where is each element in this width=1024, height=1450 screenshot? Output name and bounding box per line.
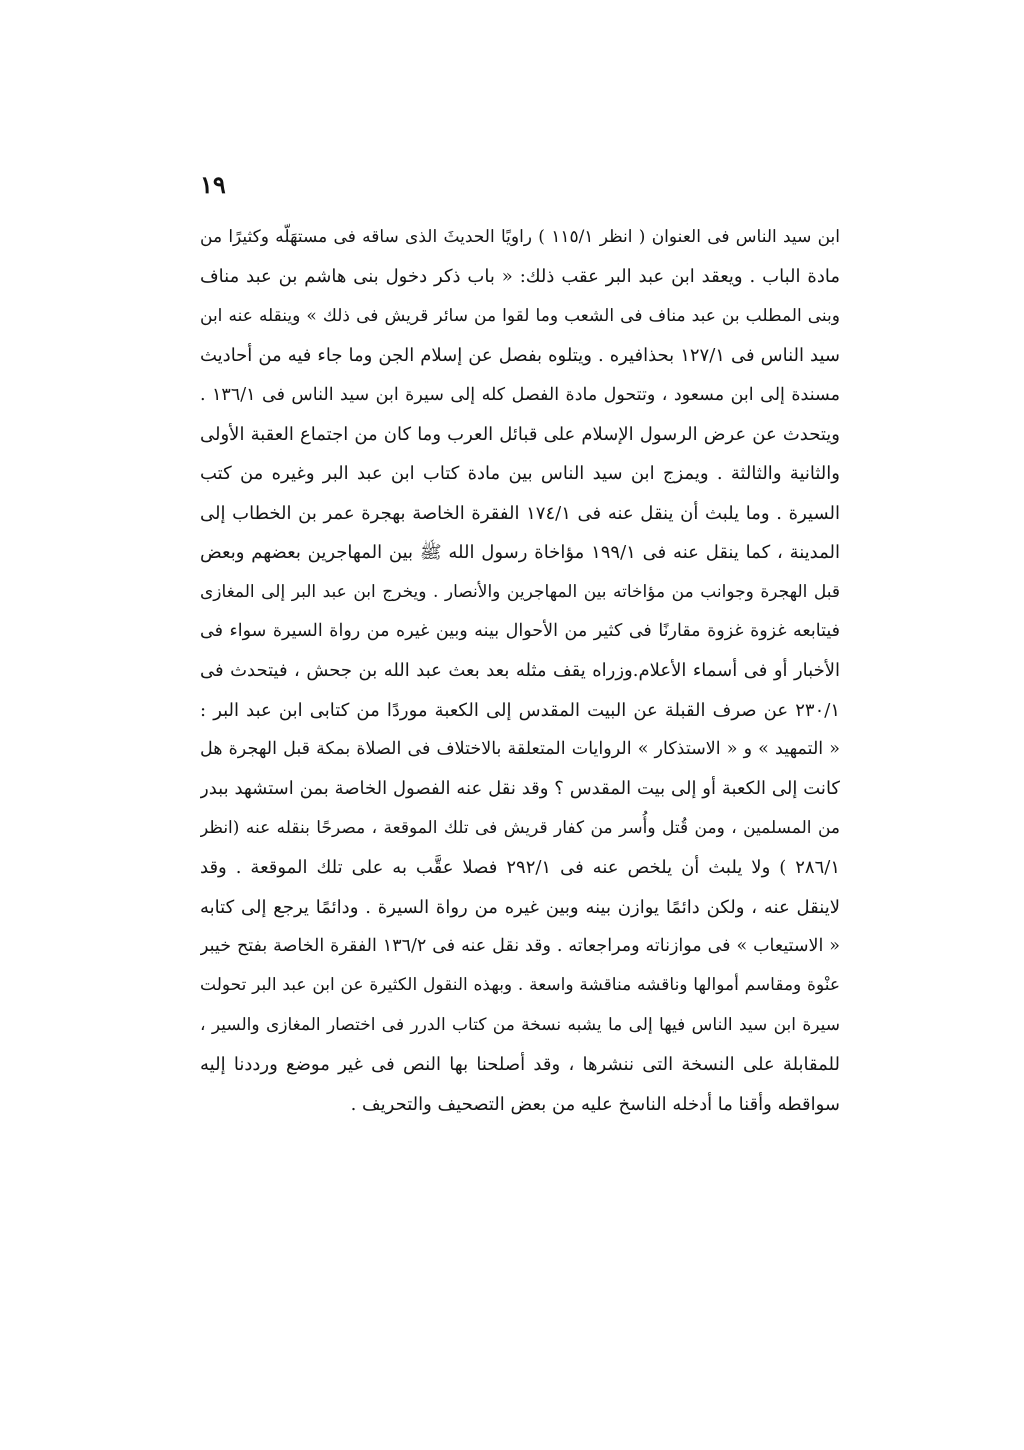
text-line: وبنى المطلب بن عبد مناف فى الشعب وما لقوا من سائر قريش فى ذلك » وينقله عنه ابن — [200, 305, 840, 326]
text-line: « الاستيعاب » فى موازناته ومراجعاته . وقد نقل عنه فى ١٣٦/٢ الفقرة الخاصة بفتح خيبر — [200, 936, 840, 957]
text-line: سواقطه وأقنا ما أدخله الناسخ عليه من بعض التصحيف والتحريف . — [350, 1093, 840, 1115]
text-line: عنْوة ومقاسم أموالها وناقشه مناقشة واسعة . وبهذه النقول الكثيرة عن ابن عبد البر تحولت — [200, 975, 840, 996]
text-line: ابن سيد الناس فى العنوان ( انظر ١١٥/١ ) راويًا الحديثَ الذى ساقه فى مستهَلّه وكثيرًا من — [200, 227, 840, 247]
text-line: الأخبار أو فى أسماء الأعلام.وزراه يقف مثله بعد بعث عبد الله بن جحش ، فيتحدث فى — [200, 660, 840, 682]
text-line: قبل الهجرة وجوانب من مؤاخاته بين المهاجرين والأنصار . ويخرج ابن عبد البر إلى المغازى — [200, 581, 840, 602]
text-line: مسندة إلى ابن مسعود ، وتتحول مادة الفصل كله إلى سيرة ابن سيد الناس فى ١٣٦/١ . — [200, 384, 840, 405]
text-line: فيتابعه غزوة غزوة مقارنًا فى كثير من الأحوال بينه وبين غيره من رواة السيرة سواء فى — [200, 620, 840, 641]
text-line: للمقابلة على النسخة التى ننشرها ، وقد أصلحنا بها النص فى غير موضع ورددنا إليه — [200, 1054, 840, 1076]
text-line: والثانية والثالثة . ويمزج ابن سيد الناس بين مادة كتاب ابن عبد البر وغيره من كتب — [200, 463, 840, 485]
text-line: ٢٨٦/١ ) ولا يلبث أن يلخص عنه فى ٢٩٢/١ فصلا عقَّب به على تلك الموقعة . وقد — [200, 857, 840, 879]
body-text — [200, 218, 840, 1124]
text-line: ويتحدث عن عرض الرسول الإسلام على قبائل العرب وما كان من اجتماع العقبة الأولى — [200, 423, 840, 445]
text-line: لاينقل عنه ، ولكن دائمًا يوازن بينه وبين غيره من رواة السيرة . ودائمًا يرجع إلى كتابه — [200, 896, 840, 918]
text-line: المدينة ، كما ينقل عنه فى ١٩٩/١ مؤاخاة رسول الله ﷺ بين المهاجرين بعضهم وبعض — [200, 542, 840, 564]
text-line: سيرة ابن سيد الناس فيها إلى ما يشبه نسخة من كتاب الدرر فى اختصار المغازى والسير ، — [200, 1014, 840, 1035]
page-number: ١٩ — [200, 170, 226, 199]
text-line: « التمهيد » و « الاستذكار » الروايات المتعلقة بالاختلاف فى الصلاة بمكة قبل الهجرة هل — [200, 739, 840, 760]
text-line: ٢٣٠/١ عن صرف القبلة عن البيت المقدس إلى الكعبة موردًا من كتابى ابن عبد البر : — [200, 699, 840, 721]
text-line: كانت إلى الكعبة أو إلى بيت المقدس ؟ وقد نقل عنه الفصول الخاصة بمن استشهد ببدر — [200, 778, 840, 800]
text-line: سيد الناس فى ١٢٧/١ بحذافيره . ويتلوه بفصل عن إسلام الجن وما جاء فيه من أحاديث — [200, 345, 840, 367]
text-line: مادة الباب . ويعقد ابن عبد البر عقب ذلك: « باب ذكر دخول بنى هاشم بن عبد مناف — [200, 266, 840, 288]
text-line: من المسلمين ، ومن قُتل وأُسر من كفار قريش فى تلك الموقعة ، مصرحًا بنقله عنه (انظر — [200, 817, 840, 838]
text-line: السيرة . وما يلبث أن ينقل عنه فى ١٧٤/١ الفقرة الخاصة بهجرة عمر بن الخطاب إلى — [200, 502, 840, 524]
